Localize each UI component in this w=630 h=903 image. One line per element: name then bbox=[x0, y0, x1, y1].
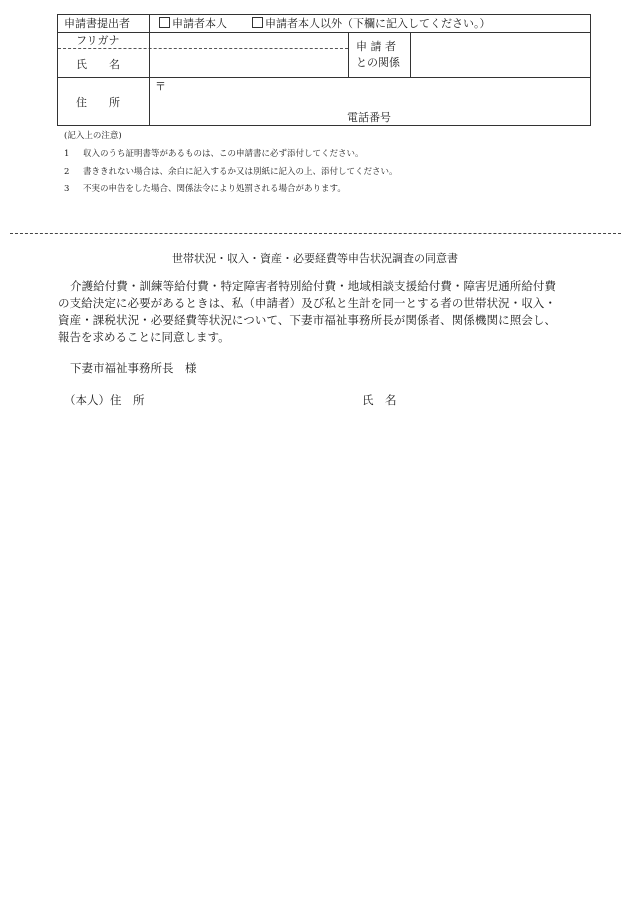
relation-label-1: 申 請 者 bbox=[356, 40, 396, 53]
checkbox-self[interactable] bbox=[159, 17, 170, 28]
note-number: 3 bbox=[64, 184, 70, 194]
consent-name-label: 氏 名 bbox=[362, 393, 397, 407]
submitter-form bbox=[57, 14, 591, 126]
consent-name-field[interactable] bbox=[410, 388, 590, 408]
notes-heading: (記入上の注意) bbox=[64, 131, 122, 141]
note-item bbox=[64, 184, 346, 195]
note-item bbox=[64, 149, 364, 160]
consent-address-field[interactable] bbox=[160, 388, 350, 408]
cut-line bbox=[10, 233, 621, 234]
submitter-label: 申請書提出者 bbox=[64, 17, 130, 30]
furigana-label: フリガナ bbox=[76, 34, 120, 47]
option-other[interactable] bbox=[252, 17, 491, 30]
furigana-field[interactable] bbox=[151, 33, 347, 48]
note-text: 書ききれない場合は、余白に記入するか又は別紙に記入の上、添付してください。 bbox=[83, 167, 398, 177]
name-field[interactable] bbox=[151, 50, 347, 76]
note-number: 1 bbox=[64, 149, 70, 159]
checkbox-other[interactable] bbox=[252, 17, 263, 28]
address-field[interactable] bbox=[151, 78, 588, 108]
column-divider bbox=[410, 32, 411, 77]
note-item bbox=[64, 167, 398, 178]
consent-body: 介護給付費・訓練等給付費・特定障害者特別給付費・地域相談支援給付費・障害児通所給付費の支給決定に必要があるときは、私（申請者）及び私と生計を同一とする者の世帯状況・収入・資産・課税状況・必要経費等状況について、下妻市福祉事務所長が関係者、関係機関に照会し、報告を求めることに同意します。 bbox=[58, 279, 556, 344]
name-label: 氏 名 bbox=[76, 58, 120, 71]
relation-label-2: との関係 bbox=[356, 56, 400, 69]
consent-address-label: （本人）住 所 bbox=[64, 393, 145, 407]
option-self[interactable] bbox=[159, 17, 227, 30]
consent-addressee: 下妻市福祉事務所長 様 bbox=[70, 361, 197, 375]
note-number: 2 bbox=[64, 167, 70, 177]
option-other-label: 申請者本人以外（下欄に記入してください。） bbox=[265, 17, 491, 30]
column-divider bbox=[348, 32, 349, 77]
postal-mark: 〒 bbox=[155, 80, 166, 93]
option-self-label: 申請者本人 bbox=[172, 17, 227, 30]
note-text: 不実の申告をした場合、関係法令により処罰される場合があります。 bbox=[83, 184, 346, 194]
note-text: 収入のうち証明書等があるものは、この申請書に必ず添付してください。 bbox=[83, 149, 364, 159]
furigana-divider bbox=[58, 48, 348, 49]
phone-label: 電話番号 bbox=[347, 111, 391, 124]
relation-field[interactable] bbox=[412, 33, 588, 76]
consent-title: 世帯状況・収入・資産・必要経費等申告状況調査の同意書 bbox=[172, 252, 458, 265]
column-divider bbox=[149, 15, 150, 125]
address-label: 住 所 bbox=[76, 96, 120, 109]
